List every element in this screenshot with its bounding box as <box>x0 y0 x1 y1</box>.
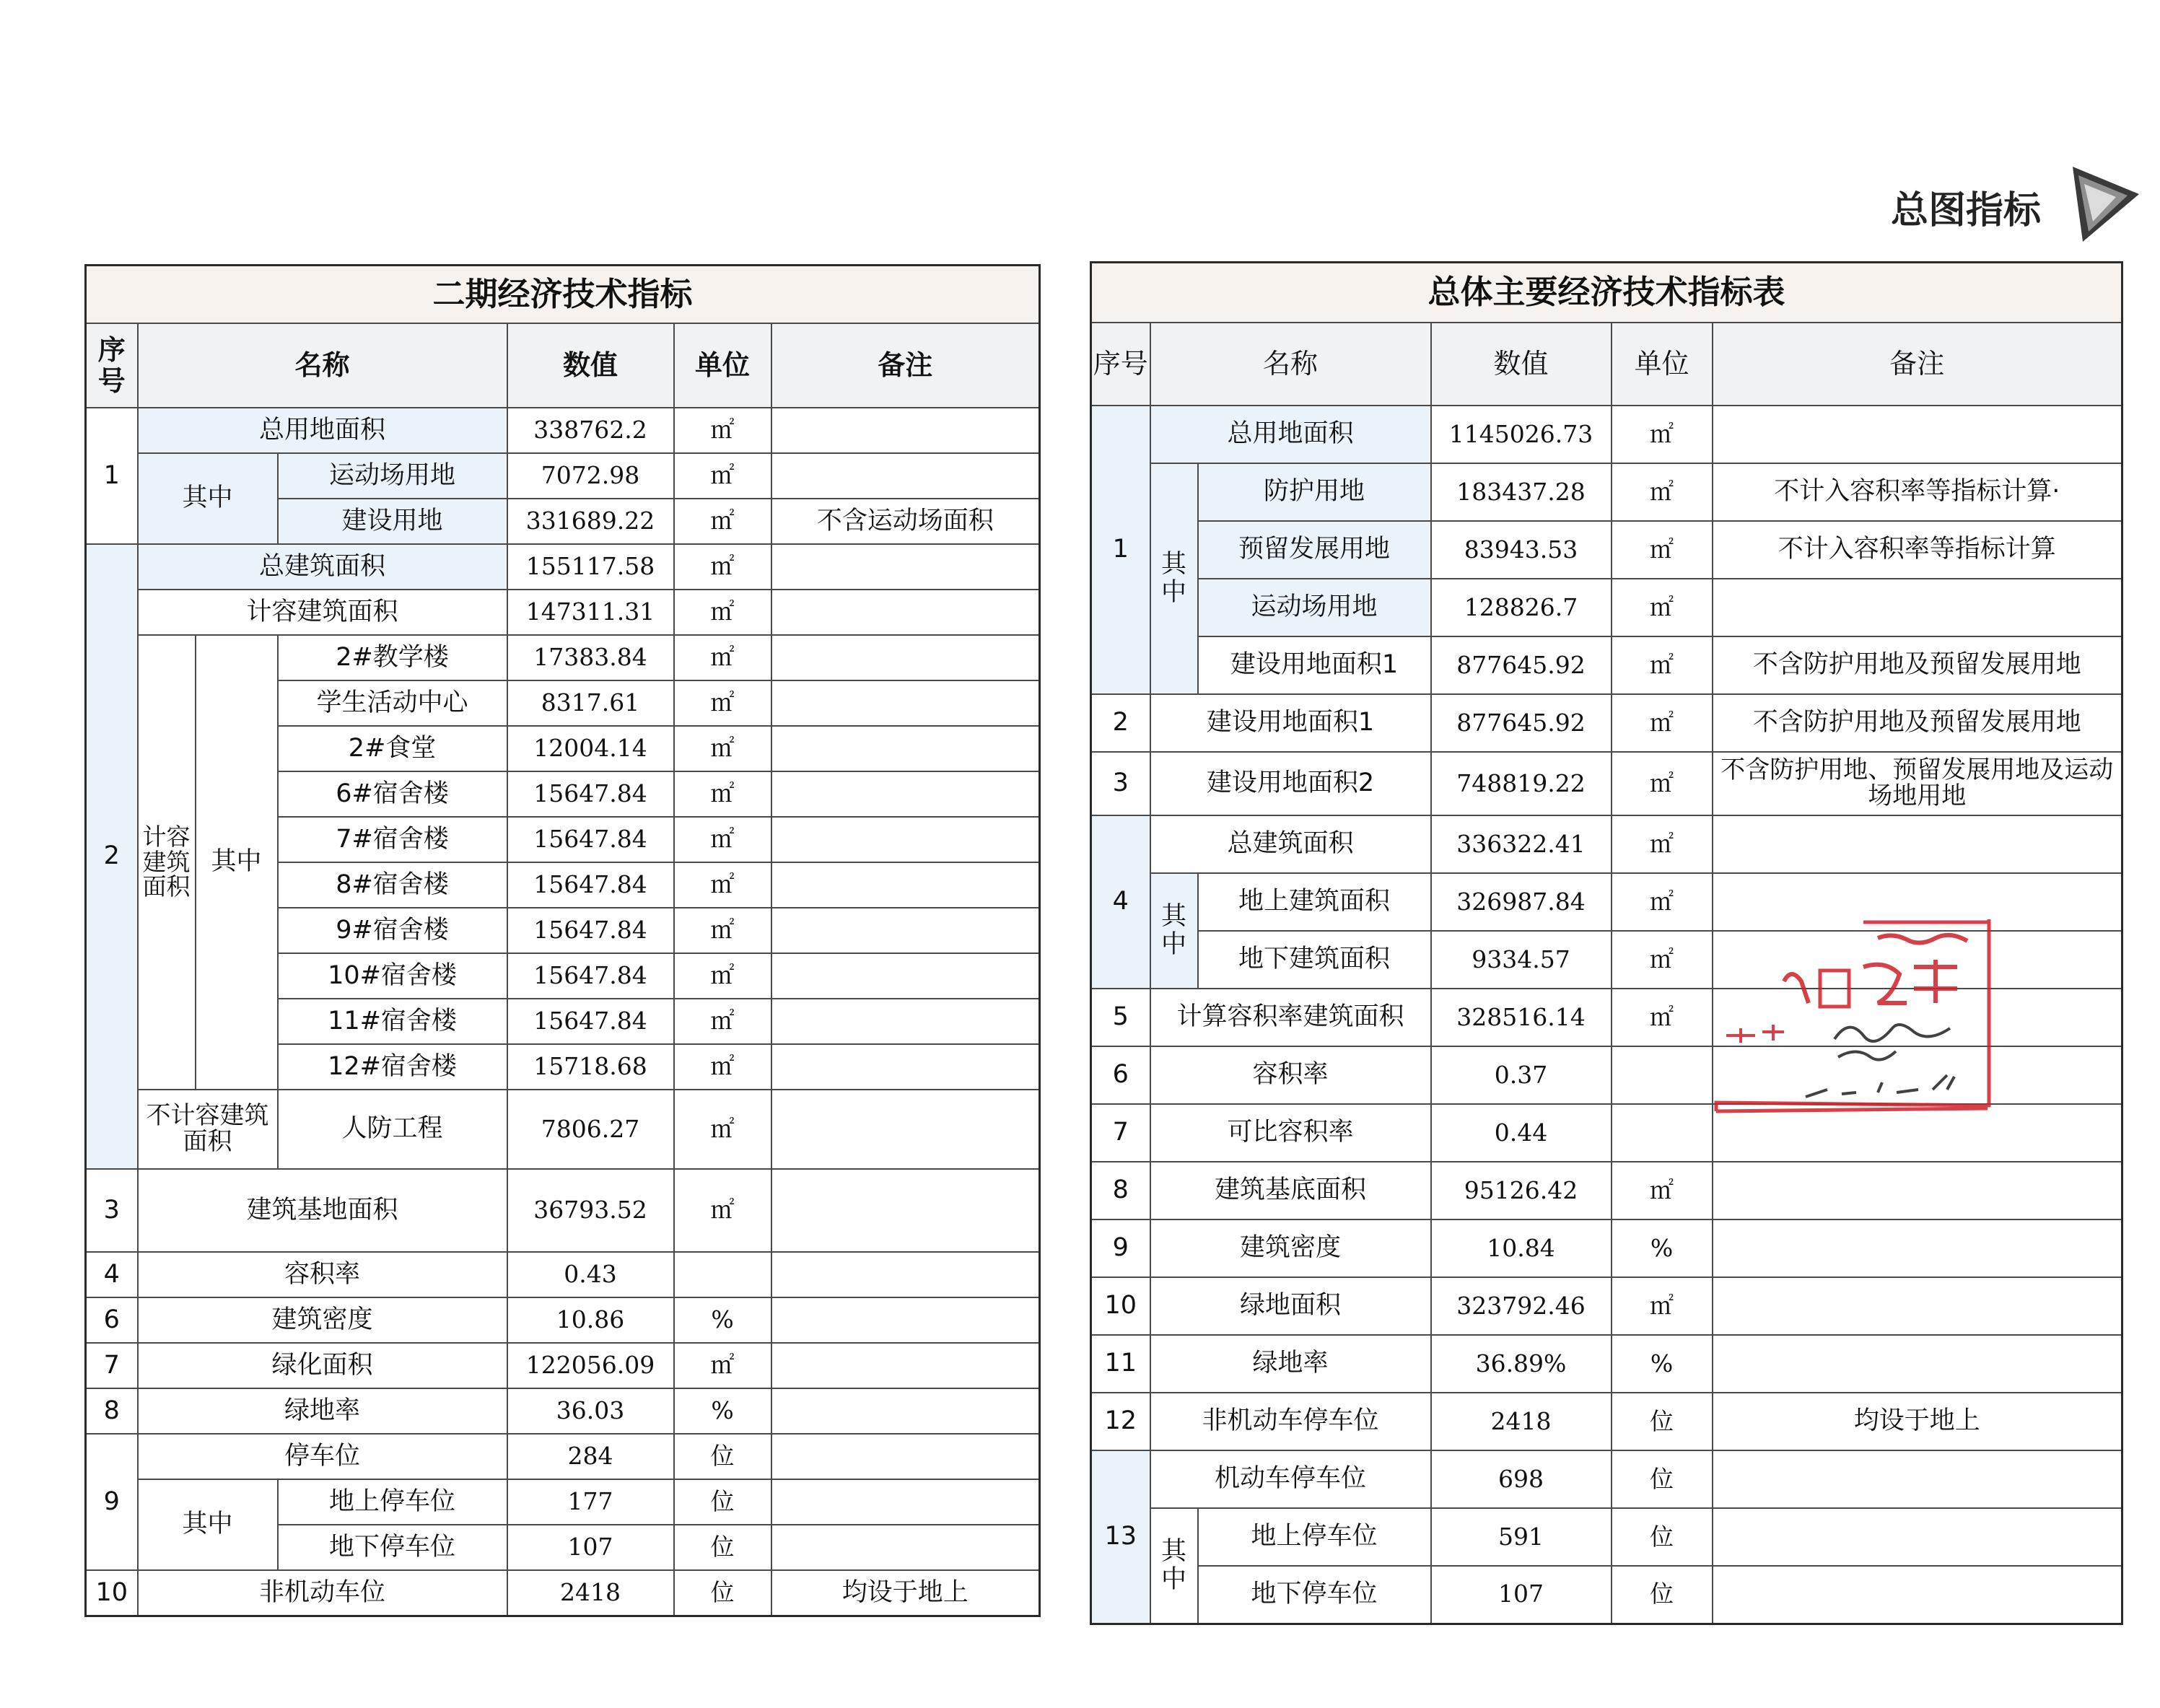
group-label: 不计容建筑面积 <box>138 1090 278 1169</box>
row-value: 128826.7 <box>1431 579 1612 636</box>
row-note <box>771 726 1040 771</box>
row-value: 0.43 <box>507 1252 674 1297</box>
row-name: 7#宿舍楼 <box>278 817 507 862</box>
row-note <box>771 1297 1040 1343</box>
row-number: 1 <box>1091 406 1150 694</box>
row-note <box>771 1525 1040 1570</box>
table-row <box>1091 463 2122 521</box>
row-unit: ㎡ <box>674 408 771 453</box>
row-note <box>1713 579 2122 636</box>
approval-stamp <box>1712 916 1992 1122</box>
row-unit: 位 <box>674 1479 771 1525</box>
row-name: 2#食堂 <box>278 726 507 771</box>
row-value: 591 <box>1431 1508 1612 1566</box>
row-value: 698 <box>1431 1450 1612 1508</box>
row-unit: ㎡ <box>674 726 771 771</box>
row-name: 10#宿舍楼 <box>278 953 507 999</box>
row-value: 9334.57 <box>1431 931 1612 989</box>
row-name: 2#教学楼 <box>278 635 507 680</box>
row-name: 总建筑面积 <box>1150 815 1431 873</box>
row-name: 地下停车位 <box>1198 1566 1431 1624</box>
table-row <box>86 453 1040 499</box>
row-note <box>771 1252 1040 1297</box>
row-value: 15647.84 <box>507 817 674 862</box>
row-note <box>1713 1508 2122 1566</box>
table-row <box>1091 1162 2122 1219</box>
row-value: 1145026.73 <box>1431 406 1612 463</box>
row-value: 0.44 <box>1431 1104 1612 1162</box>
row-note <box>771 1044 1040 1090</box>
row-value: 10.84 <box>1431 1219 1612 1277</box>
row-name: 地下建筑面积 <box>1198 931 1431 989</box>
row-value: 8317.61 <box>507 680 674 726</box>
table-row <box>86 1297 1040 1343</box>
row-name: 建筑密度 <box>138 1297 507 1343</box>
row-note <box>771 1169 1040 1252</box>
row-name: 地下停车位 <box>278 1525 507 1570</box>
row-value: 7806.27 <box>507 1090 674 1169</box>
row-note <box>771 908 1040 953</box>
row-value: 147311.31 <box>507 590 674 635</box>
row-name: 停车位 <box>138 1434 507 1479</box>
row-name: 预留发展用地 <box>1198 521 1431 579</box>
table-row <box>86 1090 1040 1169</box>
row-value: 0.37 <box>1431 1046 1612 1104</box>
group-label: 其中 <box>1150 1508 1198 1624</box>
row-unit: 位 <box>1612 1393 1713 1450</box>
table-row <box>86 635 1040 680</box>
row-note: 不计入容积率等指标计算 <box>1713 521 2122 579</box>
triangle-arrow-icon <box>2070 162 2142 245</box>
header-value: 数值 <box>1431 323 1612 406</box>
phase2-indicator-table <box>84 264 1041 1617</box>
row-value: 338762.2 <box>507 408 674 453</box>
row-name: 容积率 <box>138 1252 507 1297</box>
row-value: 107 <box>507 1525 674 1570</box>
row-note <box>771 544 1040 590</box>
row-note <box>1713 1450 2122 1508</box>
row-unit: ㎡ <box>674 953 771 999</box>
row-value: 83943.53 <box>1431 521 1612 579</box>
header-name: 名称 <box>1150 323 1431 406</box>
row-unit: ㎡ <box>1612 1277 1713 1335</box>
row-name: 非机动车位 <box>138 1570 507 1616</box>
row-note <box>771 635 1040 680</box>
row-name: 建设用地面积1 <box>1198 636 1431 694</box>
row-value: 183437.28 <box>1431 463 1612 521</box>
header-no: 序号 <box>86 323 138 408</box>
row-note <box>771 453 1040 499</box>
row-note <box>1713 1566 2122 1624</box>
row-unit: ㎡ <box>1612 406 1713 463</box>
row-unit: ㎡ <box>1612 1162 1713 1219</box>
row-note: 不含防护用地、预留发展用地及运动场地用地 <box>1713 752 2122 815</box>
row-unit: 位 <box>1612 1450 1713 1508</box>
row-value: 107 <box>1431 1566 1612 1624</box>
row-number: 11 <box>1091 1335 1150 1393</box>
row-number: 10 <box>1091 1277 1150 1335</box>
table-row <box>1091 636 2122 694</box>
row-unit: ㎡ <box>1612 752 1713 815</box>
row-value: 2418 <box>1431 1393 1612 1450</box>
row-name: 建设用地 <box>278 499 507 544</box>
row-unit: ㎡ <box>674 635 771 680</box>
row-name: 容积率 <box>1150 1046 1431 1104</box>
row-note: 不计入容积率等指标计算· <box>1713 463 2122 521</box>
row-name: 总用地面积 <box>1150 406 1431 463</box>
row-name: 地上停车位 <box>278 1479 507 1525</box>
row-number: 1 <box>86 408 138 544</box>
table-row <box>86 1388 1040 1434</box>
row-note: 不含防护用地及预留发展用地 <box>1713 694 2122 752</box>
table-row <box>1091 694 2122 752</box>
row-name: 学生活动中心 <box>278 680 507 726</box>
header-value: 数值 <box>507 323 674 408</box>
row-value: 284 <box>507 1434 674 1479</box>
row-value: 15718.68 <box>507 1044 674 1090</box>
row-note <box>771 817 1040 862</box>
row-value: 748819.22 <box>1431 752 1612 815</box>
row-name: 非机动车停车位 <box>1150 1393 1431 1450</box>
row-unit: ㎡ <box>674 499 771 544</box>
row-unit: ㎡ <box>674 771 771 817</box>
table-row <box>86 1479 1040 1525</box>
row-name: 建设用地面积1 <box>1150 694 1431 752</box>
row-name: 地上停车位 <box>1198 1508 1431 1566</box>
row-value: 7072.98 <box>507 453 674 499</box>
page-title: 总图指标 <box>1891 189 2042 232</box>
row-value: 15647.84 <box>507 771 674 817</box>
row-unit: 位 <box>1612 1508 1713 1566</box>
header-no: 序号 <box>1091 323 1150 406</box>
row-value: 15647.84 <box>507 908 674 953</box>
row-note <box>1713 1219 2122 1277</box>
row-unit: ㎡ <box>674 908 771 953</box>
group-label: 其中 <box>138 453 278 544</box>
row-note <box>771 953 1040 999</box>
table-row <box>1091 1393 2122 1450</box>
row-unit: % <box>674 1388 771 1434</box>
row-note <box>771 862 1040 908</box>
row-unit: % <box>674 1297 771 1343</box>
table-row <box>86 1343 1040 1388</box>
row-unit: ㎡ <box>674 590 771 635</box>
row-name: 绿化面积 <box>138 1343 507 1388</box>
table-row <box>1091 815 2122 873</box>
table-row <box>86 1169 1040 1252</box>
table-title: 二期经济技术指标 <box>86 266 1040 324</box>
row-unit: 位 <box>674 1570 771 1616</box>
row-unit: ㎡ <box>1612 989 1713 1046</box>
row-name: 建筑基底面积 <box>1150 1162 1431 1219</box>
row-name: 地上建筑面积 <box>1198 873 1431 931</box>
stamp-graphic <box>1712 916 1992 1122</box>
row-number: 4 <box>1091 815 1150 989</box>
row-unit: ㎡ <box>674 1090 771 1169</box>
row-value: 15647.84 <box>507 999 674 1044</box>
row-number: 10 <box>86 1570 138 1616</box>
row-unit: ㎡ <box>674 817 771 862</box>
row-unit: ㎡ <box>674 999 771 1044</box>
row-value: 177 <box>507 1479 674 1525</box>
row-number: 9 <box>86 1434 138 1570</box>
row-number: 9 <box>1091 1219 1150 1277</box>
row-value: 36793.52 <box>507 1169 674 1252</box>
table-row <box>86 1570 1040 1616</box>
group-label: 其中 <box>1150 463 1198 694</box>
row-unit: % <box>1612 1335 1713 1393</box>
table-row <box>1091 1566 2122 1624</box>
row-unit <box>674 1252 771 1297</box>
row-name: 人防工程 <box>278 1090 507 1169</box>
row-name: 计算容积率建筑面积 <box>1150 989 1431 1046</box>
row-unit <box>1612 1104 1713 1162</box>
row-unit: ㎡ <box>674 862 771 908</box>
row-unit: ㎡ <box>674 1044 771 1090</box>
row-name: 绿地面积 <box>1150 1277 1431 1335</box>
row-number: 7 <box>1091 1104 1150 1162</box>
row-value: 877645.92 <box>1431 694 1612 752</box>
row-note <box>771 999 1040 1044</box>
row-number: 8 <box>86 1388 138 1434</box>
row-note: 不含运动场面积 <box>771 499 1040 544</box>
row-name: 计容建筑面积 <box>138 590 507 635</box>
row-number: 6 <box>1091 1046 1150 1104</box>
row-value: 155117.58 <box>507 544 674 590</box>
row-number: 3 <box>86 1169 138 1252</box>
row-value: 36.03 <box>507 1388 674 1434</box>
table-row <box>86 1252 1040 1297</box>
table-row <box>1091 1335 2122 1393</box>
row-number: 2 <box>1091 694 1150 752</box>
row-name: 绿地率 <box>1150 1335 1431 1393</box>
table-row <box>1091 579 2122 636</box>
row-value: 122056.09 <box>507 1343 674 1388</box>
row-unit: 位 <box>674 1525 771 1570</box>
header-unit: 单位 <box>674 323 771 408</box>
table-row <box>1091 406 2122 463</box>
row-note <box>1713 406 2122 463</box>
row-number: 12 <box>1091 1393 1150 1450</box>
row-number: 3 <box>1091 752 1150 815</box>
row-name: 防护用地 <box>1198 463 1431 521</box>
row-value: 328516.14 <box>1431 989 1612 1046</box>
header-name: 名称 <box>138 323 507 408</box>
row-value: 15647.84 <box>507 862 674 908</box>
row-note <box>771 590 1040 635</box>
table-row <box>1091 752 2122 815</box>
row-name: 运动场用地 <box>278 453 507 499</box>
row-note <box>771 771 1040 817</box>
group-label: 计容建筑面积 <box>138 635 196 1090</box>
row-value: 95126.42 <box>1431 1162 1612 1219</box>
row-unit: ㎡ <box>1612 815 1713 873</box>
row-number: 7 <box>86 1343 138 1388</box>
row-number: 5 <box>1091 989 1150 1046</box>
row-unit: ㎡ <box>674 1343 771 1388</box>
table-row <box>1091 521 2122 579</box>
row-name: 总建筑面积 <box>138 544 507 590</box>
row-note <box>771 408 1040 453</box>
row-value: 877645.92 <box>1431 636 1612 694</box>
row-value: 336322.41 <box>1431 815 1612 873</box>
row-unit <box>1612 1046 1713 1104</box>
row-number: 2 <box>86 544 138 1169</box>
group-label: 其中 <box>138 1479 278 1570</box>
row-unit: ㎡ <box>1612 873 1713 931</box>
row-note <box>1713 1162 2122 1219</box>
table-row <box>86 544 1040 590</box>
row-unit: ㎡ <box>674 544 771 590</box>
row-name: 8#宿舍楼 <box>278 862 507 908</box>
row-note <box>771 680 1040 726</box>
row-note <box>771 1434 1040 1479</box>
row-unit: ㎡ <box>674 680 771 726</box>
row-name: 9#宿舍楼 <box>278 908 507 953</box>
table-row <box>86 1434 1040 1479</box>
row-unit: ㎡ <box>1612 521 1713 579</box>
row-name: 11#宿舍楼 <box>278 999 507 1044</box>
row-note: 均设于地上 <box>771 1570 1040 1616</box>
row-unit: 位 <box>674 1434 771 1479</box>
row-unit: % <box>1612 1219 1713 1277</box>
row-number: 6 <box>86 1297 138 1343</box>
table-row <box>1091 1450 2122 1508</box>
row-name: 12#宿舍楼 <box>278 1044 507 1090</box>
row-note <box>771 1388 1040 1434</box>
row-number: 13 <box>1091 1450 1150 1624</box>
row-name: 6#宿舍楼 <box>278 771 507 817</box>
group-label: 其中 <box>1150 873 1198 989</box>
row-unit: ㎡ <box>1612 636 1713 694</box>
row-unit: ㎡ <box>1612 579 1713 636</box>
table-title: 总体主要经济技术指标表 <box>1091 263 2122 323</box>
table-row <box>86 408 1040 453</box>
row-note <box>771 1479 1040 1525</box>
table-row <box>1091 1508 2122 1566</box>
row-unit: 位 <box>1612 1566 1713 1624</box>
row-value: 323792.46 <box>1431 1277 1612 1335</box>
row-value: 2418 <box>507 1570 674 1616</box>
table-row <box>1091 1277 2122 1335</box>
row-note <box>1713 815 2122 873</box>
row-unit: ㎡ <box>674 1169 771 1252</box>
row-name: 建筑基地面积 <box>138 1169 507 1252</box>
row-number: 4 <box>86 1252 138 1297</box>
row-note <box>771 1090 1040 1169</box>
row-value: 10.86 <box>507 1297 674 1343</box>
row-name: 绿地率 <box>138 1388 507 1434</box>
row-unit: ㎡ <box>674 453 771 499</box>
table-row <box>86 590 1040 635</box>
row-value: 15647.84 <box>507 953 674 999</box>
row-value: 36.89% <box>1431 1335 1612 1393</box>
row-name: 总用地面积 <box>138 408 507 453</box>
row-note <box>1713 1277 2122 1335</box>
row-value: 331689.22 <box>507 499 674 544</box>
row-name: 机动车停车位 <box>1150 1450 1431 1508</box>
group-sublabel: 其中 <box>196 635 278 1090</box>
row-value: 12004.14 <box>507 726 674 771</box>
row-note <box>771 1343 1040 1388</box>
row-note: 均设于地上 <box>1713 1393 2122 1450</box>
row-unit: ㎡ <box>1612 463 1713 521</box>
row-number: 8 <box>1091 1162 1150 1219</box>
row-unit: ㎡ <box>1612 694 1713 752</box>
row-note <box>1713 1335 2122 1393</box>
header-unit: 单位 <box>1612 323 1713 406</box>
row-name: 运动场用地 <box>1198 579 1431 636</box>
row-note: 不含防护用地及预留发展用地 <box>1713 636 2122 694</box>
row-name: 建设用地面积2 <box>1150 752 1431 815</box>
row-unit: ㎡ <box>1612 931 1713 989</box>
table-row <box>1091 1219 2122 1277</box>
header-note: 备注 <box>1713 323 2122 406</box>
row-value: 17383.84 <box>507 635 674 680</box>
header-note: 备注 <box>771 323 1040 408</box>
row-name: 可比容积率 <box>1150 1104 1431 1162</box>
row-name: 建筑密度 <box>1150 1219 1431 1277</box>
row-value: 326987.84 <box>1431 873 1612 931</box>
